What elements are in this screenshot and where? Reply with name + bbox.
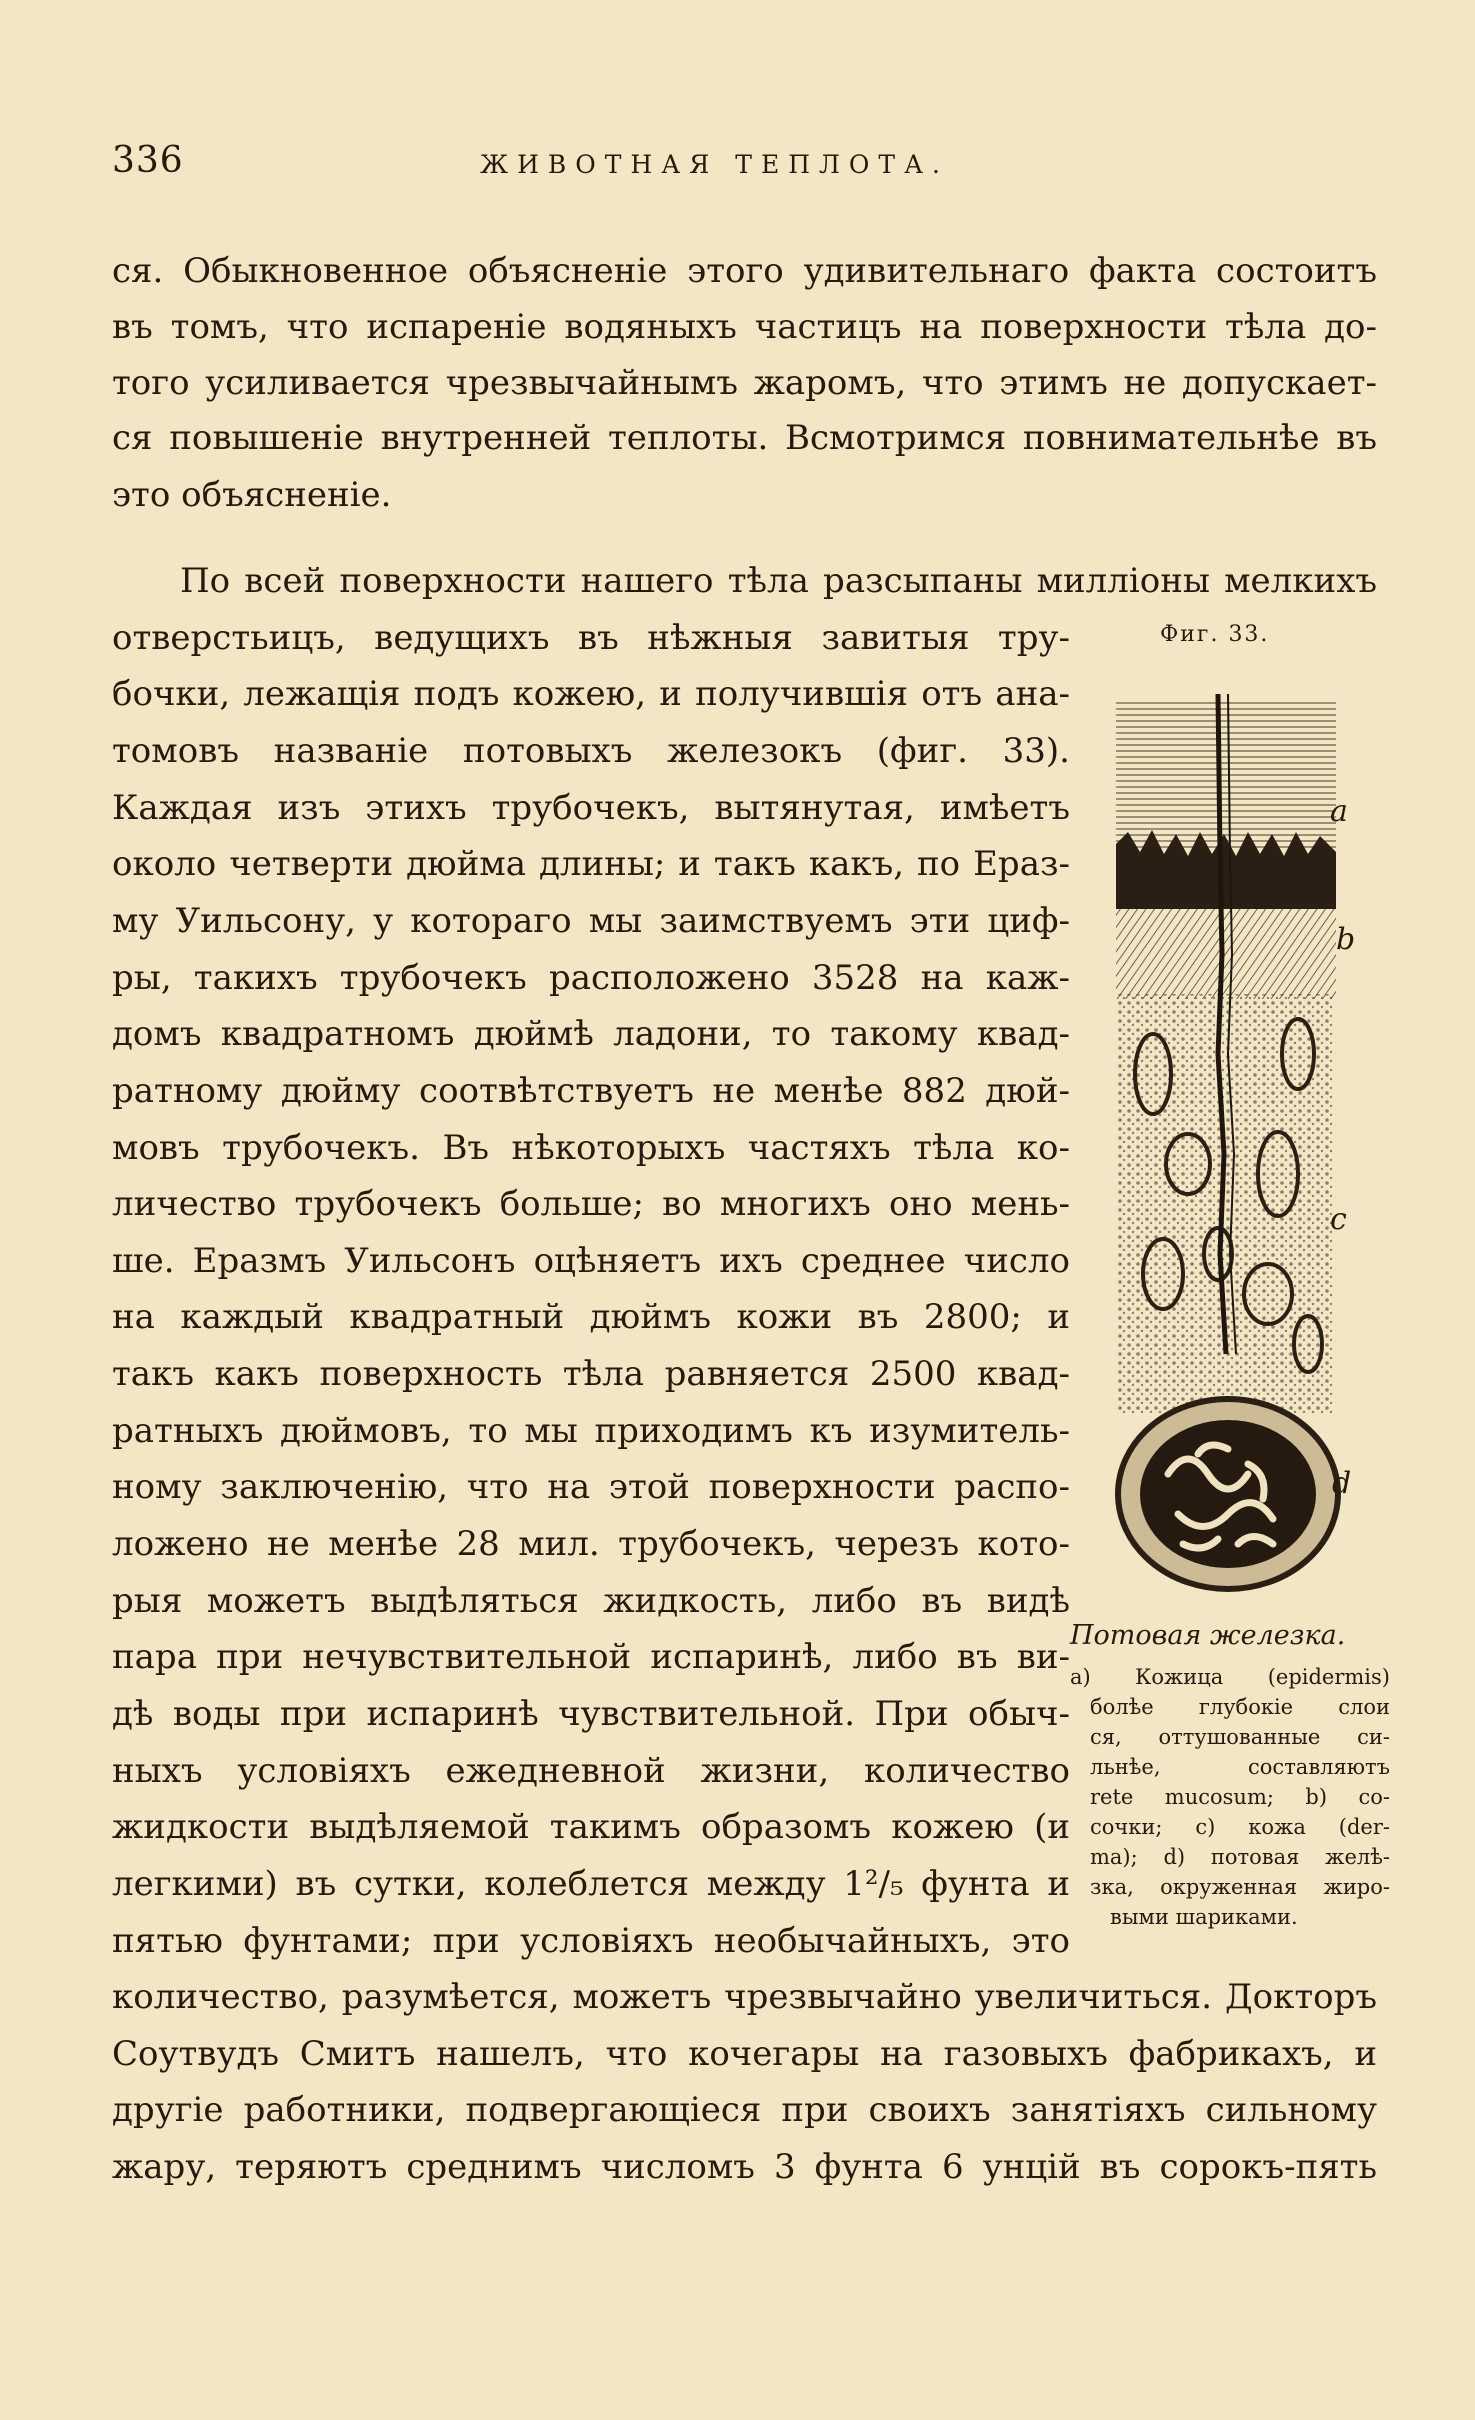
text-line: жару, теряютъ среднимъ числомъ 3 фунта 6 унцій въ сорокъ-пять: [112, 2147, 1377, 2187]
text-line: ся. Обыкновенное объясненіе этого удивительнаго факта состоитъ: [112, 251, 1377, 291]
caption-line: льнѣе, составляютъ: [1090, 1755, 1390, 1779]
figure-letter-b: b: [1336, 922, 1356, 957]
text-line: отверстьицъ, ведущихъ въ нѣжныя завитыя тру-: [112, 618, 1070, 658]
caption-line: ся, оттушованные си-: [1090, 1725, 1390, 1749]
text-line: такъ какъ поверхность тѣла равняется 2500 квад-: [112, 1354, 1070, 1394]
page-number: 336: [112, 140, 184, 181]
text-line: Каждая изъ этихъ трубочекъ, вытянутая, имѣетъ: [112, 788, 1070, 828]
figure-label: Фиг. 33.: [1160, 622, 1270, 647]
text-line: домъ квадратномъ дюймѣ ладони, то такому квад-: [112, 1014, 1070, 1054]
sweat-gland-figure: [1108, 694, 1356, 1599]
text-line: въ томъ, что испареніе водяныхъ частицъ на поверхности тѣла до-: [112, 307, 1377, 347]
text-line: пара при нечувствительной испаринѣ, либо въ ви-: [112, 1637, 1070, 1677]
caption-line: зка, окруженная жиро-: [1090, 1875, 1390, 1899]
caption-title: Потовая железка.: [1070, 1620, 1346, 1651]
text-line: мовъ трубочекъ. Въ нѣкоторыхъ частяхъ тѣла ко-: [112, 1128, 1070, 1168]
text-line: жидкости выдѣляемой такимъ образомъ кожею (и: [112, 1807, 1070, 1847]
text-line: пятью фунтами; при условіяхъ необычайныхъ, это: [112, 1921, 1070, 1961]
text-line: около четверти дюйма длины; и такъ какъ, по Ераз-: [112, 844, 1070, 884]
caption-line: сочки; c) кожа (der-: [1090, 1815, 1390, 1839]
text-line: ратныхъ дюймовъ, то мы приходимъ къ изумитель-: [112, 1411, 1070, 1451]
text-line: ныхъ условіяхъ ежедневной жизни, количество: [112, 1751, 1070, 1791]
caption-line: rete mucosum; b) со-: [1090, 1785, 1390, 1809]
caption-line: болѣе глубокіе слои: [1090, 1695, 1390, 1719]
text-line: рыя можетъ выдѣляться жидкость, либо въ видѣ: [112, 1581, 1070, 1621]
text-line: того усиливается чрезвычайнымъ жаромъ, что этимъ не допускает-: [112, 363, 1377, 403]
text-line: дѣ воды при испаринѣ чувствительной. При обыч-: [112, 1694, 1070, 1734]
text-line: это объясненіе.: [112, 475, 392, 515]
caption-line: a) Кожица (epidermis): [1070, 1665, 1390, 1689]
caption-line: выми шариками.: [1110, 1905, 1298, 1929]
text-line: По всей поверхности нашего тѣла разсыпаны милліоны мелкихъ: [180, 561, 1377, 601]
running-title: ЖИВОТНАЯ ТЕПЛОТА.: [480, 150, 949, 179]
text-line: количество, разумѣется, можетъ чрезвычайно увеличиться. Докторъ: [112, 1977, 1377, 2017]
text-line: другіе работники, подвергающіеся при своихъ занятіяхъ сильному: [112, 2090, 1377, 2130]
text-line: ратному дюйму соотвѣтствуетъ не менѣе 882 дюй-: [112, 1071, 1070, 1111]
figure-letter-a: a: [1330, 794, 1348, 829]
text-line: Соутвудъ Смитъ нашелъ, что кочегары на газовыхъ фабрикахъ, и: [112, 2034, 1377, 2074]
text-line: ся повышеніе внутренней теплоты. Всмотримся повнимательнѣе въ: [112, 418, 1377, 458]
figure-letter-c: c: [1330, 1202, 1347, 1237]
figure-letter-d: d: [1332, 1466, 1352, 1501]
text-line: ному заключенію, что на этой поверхности распо-: [112, 1467, 1070, 1507]
text-line: на каждый квадратный дюймъ кожи въ 2800; и: [112, 1297, 1070, 1337]
text-line: личество трубочекъ больше; во многихъ оно мень-: [112, 1184, 1070, 1224]
text-line: му Уильсону, у котораго мы заимствуемъ эти циф-: [112, 901, 1070, 941]
caption-line: ma); d) потовая желѣ-: [1090, 1845, 1390, 1869]
sweat-gland-engraving: [1108, 694, 1348, 1599]
text-line: бочки, лежащія подъ кожею, и получившія отъ ана-: [112, 674, 1070, 714]
text-line: томовъ названіе потовыхъ железокъ (фиг. 33).: [112, 731, 1070, 771]
text-line: ше. Еразмъ Уильсонъ оцѣняетъ ихъ среднее число: [112, 1241, 1070, 1281]
text-line: ры, такихъ трубочекъ расположено 3528 на каж-: [112, 958, 1070, 998]
text-line: ложено не менѣе 28 мил. трубочекъ, черезъ кото-: [112, 1524, 1070, 1564]
text-line: легкими) въ сутки, колеблется между 1²/₅ фунта и: [112, 1864, 1070, 1904]
